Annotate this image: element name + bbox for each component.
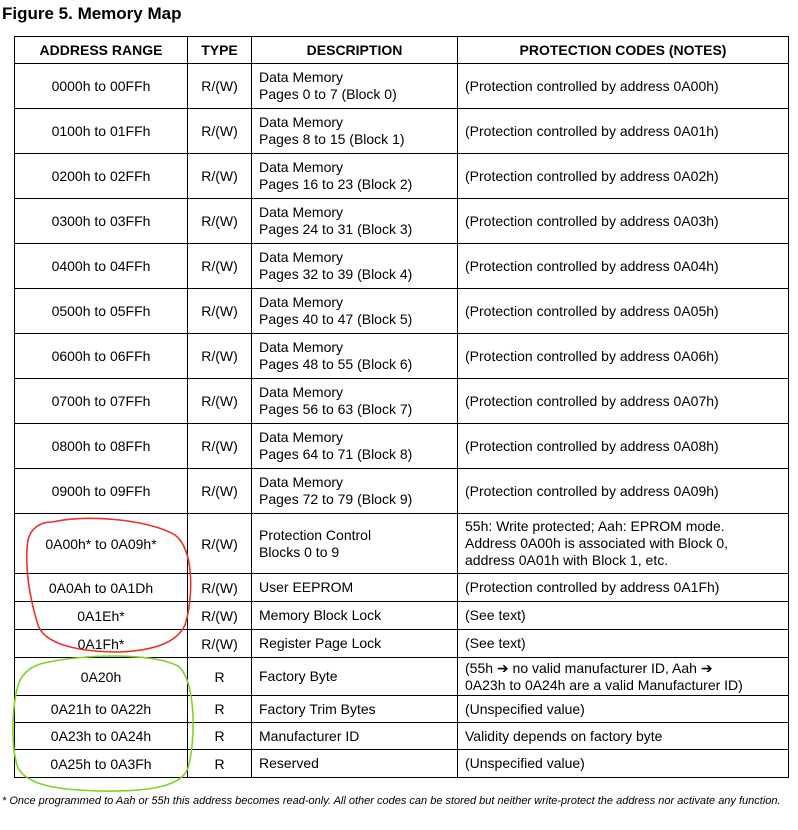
type-cell: R/(W) <box>188 244 252 289</box>
description-line: Data Memory <box>259 249 344 265</box>
description-line: Data Memory <box>259 294 344 310</box>
description-cell <box>252 379 458 424</box>
description-line: Pages 0 to 7 (Block 0) <box>259 86 397 102</box>
protection-codes-cell <box>458 696 789 723</box>
address-range-cell: 0600h to 06FFh <box>15 334 188 379</box>
protection-codes-cell <box>458 750 789 778</box>
address-range-cell: 0900h to 09FFh <box>15 469 188 514</box>
type-cell: R/(W) <box>188 199 252 244</box>
address-range-cell: 0A21h to 0A22h <box>15 696 188 723</box>
protection-codes-cell <box>458 64 789 109</box>
description-cell <box>252 723 458 750</box>
description-line: Pages 8 to 15 (Block 1) <box>259 131 405 147</box>
table-row <box>15 244 789 289</box>
protection-line: (Protection controlled by address 0A03h) <box>465 212 719 229</box>
description-cell <box>252 574 458 602</box>
address-range-cell: 0000h to 00FFh <box>15 64 188 109</box>
type-cell: R/(W) <box>188 334 252 379</box>
protection-line: (Protection controlled by address 0A07h) <box>465 392 719 409</box>
table-row <box>15 514 789 574</box>
type-cell: R <box>188 658 252 696</box>
address-range-cell: 0A23h to 0A24h <box>15 723 188 750</box>
protection-codes-cell <box>458 244 789 289</box>
protection-codes-cell <box>458 379 789 424</box>
table-row <box>15 658 789 696</box>
table-row <box>15 696 789 723</box>
table-row <box>15 424 789 469</box>
description-cell <box>252 154 458 199</box>
protection-line: (Protection controlled by address 0A04h) <box>465 257 719 274</box>
table-row <box>15 750 789 778</box>
description-cell <box>252 199 458 244</box>
type-cell: R/(W) <box>188 574 252 602</box>
description-cell <box>252 334 458 379</box>
protection-line: (Unspecified value) <box>465 700 585 717</box>
address-range-cell: 0A0Ah to 0A1Dh <box>15 574 188 602</box>
protection-codes-cell <box>458 630 789 658</box>
description-line: Data Memory <box>259 384 344 400</box>
header-row <box>15 37 789 64</box>
description-line: Data Memory <box>259 339 344 355</box>
description-cell <box>252 244 458 289</box>
protection-codes-cell <box>458 723 789 750</box>
table-row <box>15 199 789 244</box>
protection-codes-cell <box>458 514 789 574</box>
description-line: Factory Trim Bytes <box>259 700 376 717</box>
description-cell <box>252 424 458 469</box>
type-cell: R/(W) <box>188 630 252 658</box>
protection-line: (Protection controlled by address 0A09h) <box>465 482 719 499</box>
table-row <box>15 630 789 658</box>
protection-codes-cell <box>458 334 789 379</box>
protection-codes-cell <box>458 658 789 696</box>
description-line: Factory Byte <box>259 668 338 684</box>
protection-line: (See text) <box>465 635 526 651</box>
protection-codes-cell <box>458 574 789 602</box>
description-line: Pages 64 to 71 (Block 8) <box>259 446 413 462</box>
header-type: TYPE <box>188 37 252 64</box>
type-cell: R <box>188 723 252 750</box>
description-line: Pages 16 to 23 (Block 2) <box>259 176 413 192</box>
type-cell: R <box>188 696 252 723</box>
description-line: Data Memory <box>259 114 344 130</box>
table-row <box>15 154 789 199</box>
protection-codes-cell <box>458 199 789 244</box>
description-line: User EEPROM <box>259 579 354 595</box>
header-description: DESCRIPTION <box>252 37 458 64</box>
address-range-cell: 0300h to 03FFh <box>15 199 188 244</box>
protection-line: (Protection controlled by address 0A01h) <box>465 122 719 139</box>
protection-codes-cell <box>458 109 789 154</box>
address-range-cell: 0A00h* to 0A09h* <box>15 514 188 574</box>
address-range-cell: 0A1Fh* <box>15 630 188 658</box>
protection-line: 0A23h to 0A24h are a valid Manufacturer ID) <box>465 676 743 693</box>
protection-line: 55h: Write protected; Aah: EPROM mode. <box>465 518 725 534</box>
table-row <box>15 602 789 630</box>
type-cell: R/(W) <box>188 602 252 630</box>
type-cell: R/(W) <box>188 469 252 514</box>
description-cell <box>252 469 458 514</box>
description-line: Register Page Lock <box>259 635 382 651</box>
description-cell <box>252 750 458 778</box>
description-line: Pages 48 to 55 (Block 6) <box>259 356 413 372</box>
description-line: Pages 32 to 39 (Block 4) <box>259 266 413 282</box>
protection-line: (Protection controlled by address 0A1Fh) <box>465 579 720 595</box>
type-cell: R/(W) <box>188 379 252 424</box>
protection-codes-cell <box>458 424 789 469</box>
table-row <box>15 289 789 334</box>
description-cell <box>252 658 458 696</box>
address-range-cell: 0A20h <box>15 658 188 696</box>
type-cell: R/(W) <box>188 64 252 109</box>
type-cell: R/(W) <box>188 424 252 469</box>
address-range-cell: 0700h to 07FFh <box>15 379 188 424</box>
address-range-cell: 0100h to 01FFh <box>15 109 188 154</box>
table-row <box>15 109 789 154</box>
table-row <box>15 469 789 514</box>
protection-line: (Protection controlled by address 0A02h) <box>465 167 719 184</box>
address-range-cell: 0800h to 08FFh <box>15 424 188 469</box>
footnote: * Once programmed to Aah or 55h this address becomes read-only. All other codes can be stored but neither write-protect the address nor activate any function. <box>2 795 781 807</box>
protection-line: address 0A01h with Block 1, etc. <box>465 552 669 568</box>
description-line: Reserved <box>259 755 319 771</box>
description-cell <box>252 602 458 630</box>
figure-title: Figure 5. Memory Map <box>2 4 182 23</box>
type-cell: R/(W) <box>188 289 252 334</box>
description-cell <box>252 289 458 334</box>
header-address-range: ADDRESS RANGE <box>15 37 188 64</box>
table-row <box>15 64 789 109</box>
protection-line: (55h ➔ no valid manufacturer ID, Aah ➔ <box>465 659 713 676</box>
description-line: Pages 56 to 63 (Block 7) <box>259 401 413 417</box>
type-cell: R/(W) <box>188 109 252 154</box>
address-range-cell: 0400h to 04FFh <box>15 244 188 289</box>
description-line: Data Memory <box>259 204 344 220</box>
table-row <box>15 723 789 750</box>
description-line: Data Memory <box>259 429 344 445</box>
protection-line: (See text) <box>465 607 526 623</box>
table-row <box>15 574 789 602</box>
protection-codes-cell <box>458 469 789 514</box>
protection-line: (Protection controlled by address 0A05h) <box>465 302 719 319</box>
header-protection-codes: PROTECTION CODES (NOTES) <box>458 37 789 64</box>
address-range-cell: 0500h to 05FFh <box>15 289 188 334</box>
protection-codes-cell <box>458 602 789 630</box>
protection-codes-cell <box>458 154 789 199</box>
description-line: Manufacturer ID <box>259 727 360 744</box>
description-cell <box>252 64 458 109</box>
description-line: Memory Block Lock <box>259 607 382 623</box>
description-cell <box>252 514 458 574</box>
description-line: Data Memory <box>259 474 344 490</box>
protection-line: (Protection controlled by address 0A00h) <box>465 77 719 94</box>
protection-line: (Unspecified value) <box>465 755 585 771</box>
description-line: Data Memory <box>259 69 344 85</box>
description-line: Blocks 0 to 9 <box>259 543 340 560</box>
protection-line: Validity depends on factory byte <box>465 727 663 744</box>
table-row <box>15 334 789 379</box>
protection-line: (Protection controlled by address 0A08h) <box>465 437 719 454</box>
protection-line: Address 0A00h is associated with Block 0, <box>465 535 729 551</box>
protection-line: (Protection controlled by address 0A06h) <box>465 347 719 364</box>
description-line: Pages 24 to 31 (Block 3) <box>259 221 413 237</box>
address-range-cell: 0A1Eh* <box>15 602 188 630</box>
description-line: Pages 72 to 79 (Block 9) <box>259 491 413 507</box>
description-line: Data Memory <box>259 159 344 175</box>
description-cell <box>252 630 458 658</box>
table-row <box>15 379 789 424</box>
address-range-cell: 0A25h to 0A3Fh <box>15 750 188 778</box>
protection-codes-cell <box>458 289 789 334</box>
memory-map-table <box>14 36 789 778</box>
description-cell <box>252 109 458 154</box>
type-cell: R/(W) <box>188 154 252 199</box>
address-range-cell: 0200h to 02FFh <box>15 154 188 199</box>
description-line: Protection Control <box>259 526 372 543</box>
type-cell: R/(W) <box>188 514 252 574</box>
description-line: Pages 40 to 47 (Block 5) <box>259 311 413 327</box>
type-cell: R <box>188 750 252 778</box>
description-cell <box>252 696 458 723</box>
